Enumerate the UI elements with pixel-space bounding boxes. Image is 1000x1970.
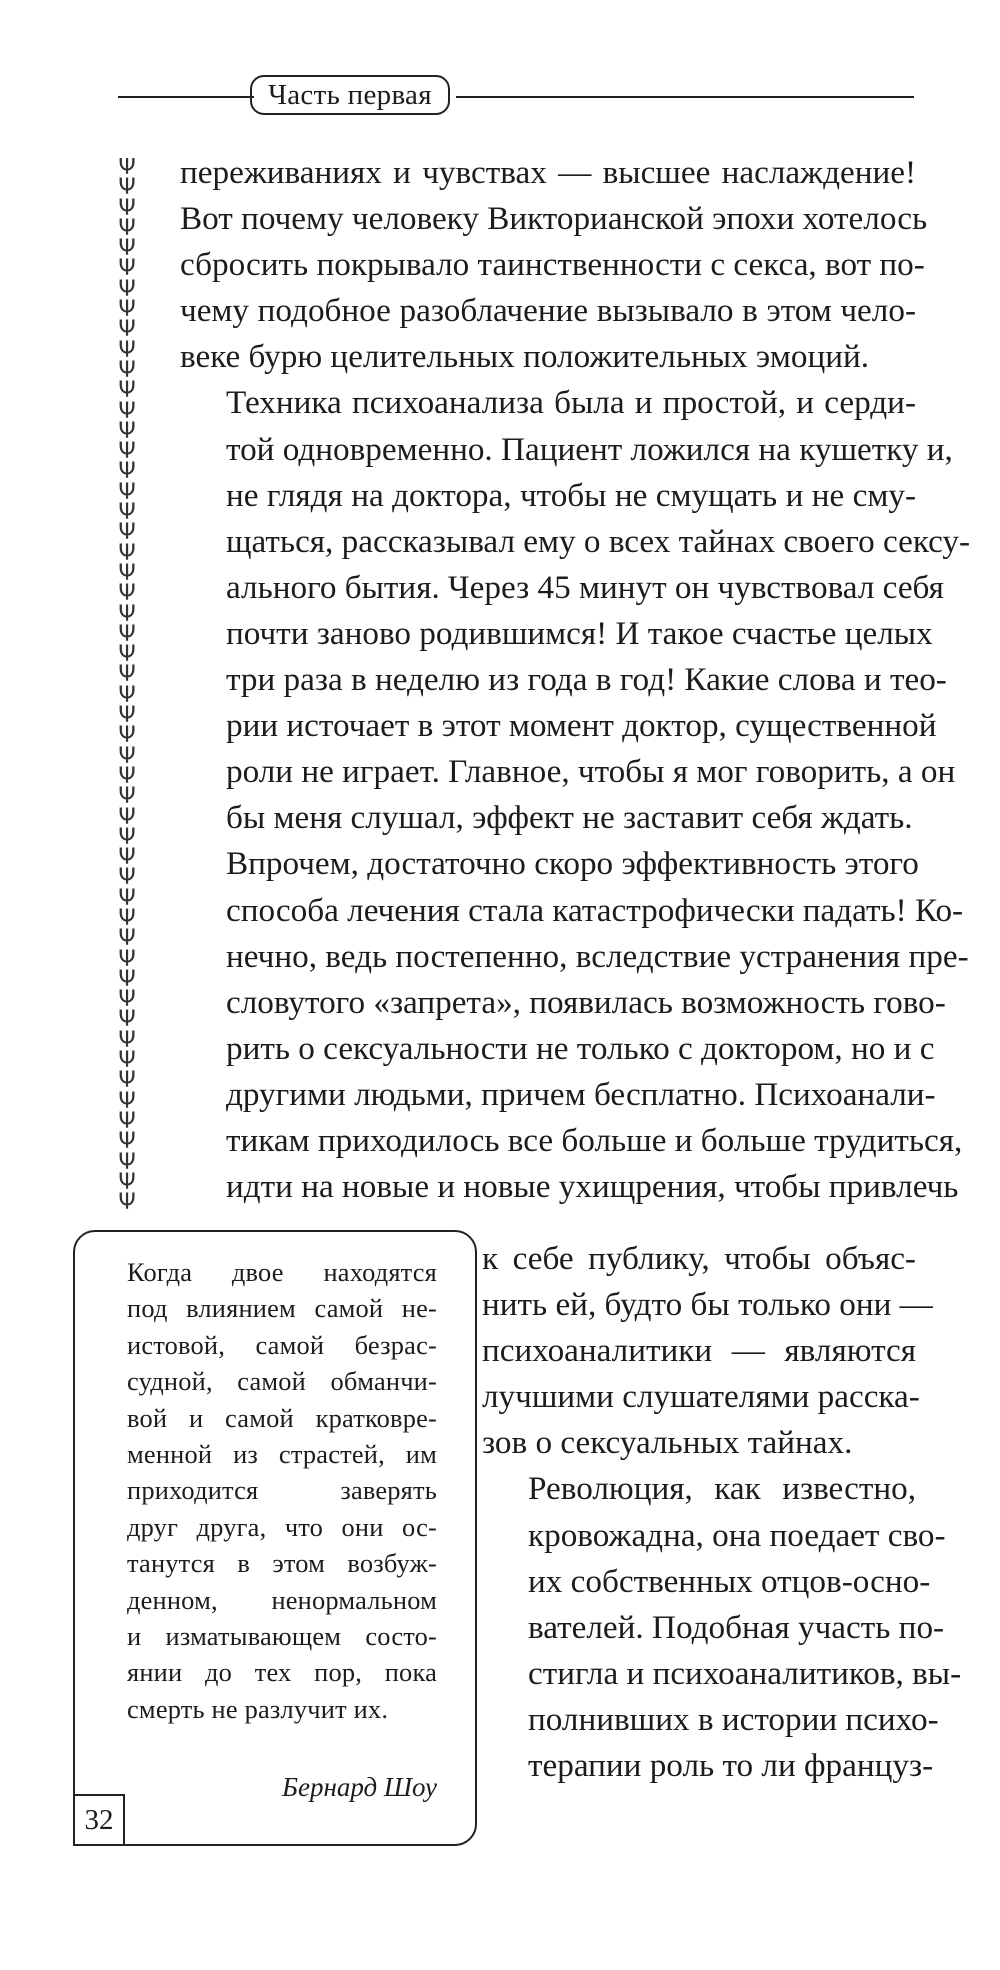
- paragraph: [482, 1466, 962, 1789]
- quote-line: смерть не разлучит их.: [127, 1693, 389, 1724]
- ornament-glyph: Ψ: [118, 845, 136, 871]
- ornament-glyph: Ψ: [118, 560, 136, 586]
- text-line: Вот почему человеку Викторианской эпохи хотелось: [180, 200, 928, 238]
- text-line: чему подобное разоблачение вызывало в этом чело-: [180, 292, 916, 330]
- ornament-glyph: Ψ: [118, 398, 136, 424]
- quote-line: вой и самой кратковре-: [127, 1402, 437, 1433]
- quote-line: под влиянием самой не-: [127, 1293, 437, 1324]
- text-line: психоаналитики — являются: [482, 1332, 916, 1370]
- header-rule-right: [456, 96, 914, 98]
- ornament-glyph: Ψ: [118, 621, 136, 647]
- ornament-glyph: Ψ: [118, 158, 136, 180]
- text-line: полнивших в истории психо-: [528, 1700, 939, 1738]
- quote-line: приходится заверять: [127, 1475, 437, 1506]
- text-line: стигла и психоаналитиков, вы-: [528, 1654, 962, 1692]
- text-line: вателей. Подобная участь по-: [528, 1608, 945, 1646]
- text-line: почти заново родившимся! И такое счастье целых: [226, 614, 933, 652]
- quote-author: Бернард Шоу: [282, 1772, 437, 1802]
- header-title: Часть первая: [250, 75, 450, 115]
- quote-line: менной из страстей, им: [127, 1439, 437, 1470]
- text-line: рии источает в этот момент доктор, существенной: [226, 707, 937, 745]
- quote-line: янии до тех пор, пока: [127, 1657, 437, 1688]
- text-line: другими людьми, причем бесплатно. Психоанали-: [226, 1075, 936, 1113]
- ornament-glyph: Ψ: [118, 1088, 136, 1114]
- ornament-glyph: Ψ: [118, 885, 136, 911]
- ornament-glyph: Ψ: [118, 642, 136, 668]
- ornament-glyph: Ψ: [118, 439, 136, 465]
- text-line: идти на новые и новые ухищрения, чтобы привлечь: [226, 1168, 959, 1206]
- text-line: Техника психоанализа была и простой, и серди-: [226, 384, 916, 422]
- running-header: [0, 0, 1000, 140]
- text-line: кровожадна, она поедает сво-: [528, 1516, 946, 1554]
- quote-line: денном, ненормальном: [127, 1584, 437, 1615]
- text-line: бы меня слушал, эффект не заставит себя ждать.: [226, 799, 913, 837]
- ornament-glyph: Ψ: [118, 865, 136, 891]
- ornament-glyph: Ψ: [118, 966, 136, 992]
- text-line: лучшими слушателями расска-: [482, 1378, 920, 1416]
- quote-line: истовой, самой безрас-: [127, 1329, 437, 1360]
- ornament-glyph: Ψ: [118, 297, 136, 323]
- text-line: нечно, ведь постепенно, вследствие устранения пре-: [226, 937, 969, 975]
- ornament-glyph: Ψ: [118, 601, 136, 627]
- ornament-glyph: Ψ: [118, 520, 136, 546]
- ornament-glyph: Ψ: [118, 905, 136, 931]
- epigraph-quote-box: [73, 1230, 477, 1846]
- quote-line: судной, самой обманчи-: [127, 1366, 437, 1397]
- ornament-glyph: Ψ: [118, 236, 136, 262]
- text-line: роли не играет. Главное, чтобы я мог говорить, а он: [226, 753, 956, 791]
- text-line: терапии роль то ли француз-: [528, 1747, 934, 1785]
- quote-line: друг друга, что они ос-: [127, 1511, 437, 1542]
- ornament-glyph: Ψ: [118, 703, 136, 729]
- paragraph: [180, 841, 969, 1210]
- ornament-glyph: Ψ: [118, 195, 136, 221]
- ornament-glyph: Ψ: [118, 581, 136, 607]
- ornament-glyph: Ψ: [118, 1190, 136, 1216]
- ornament-glyph: Ψ: [118, 723, 136, 749]
- ornament-glyph: Ψ: [118, 1149, 136, 1175]
- text-line: веке бурю целительных положительных эмоций.: [180, 338, 870, 376]
- text-line: щаться, рассказывал ему о всех тайнах своего сексу-: [226, 522, 971, 560]
- ornament-glyph: Ψ: [118, 337, 136, 363]
- ornament-glyph: Ψ: [118, 500, 136, 526]
- quote-text: [127, 1254, 437, 1727]
- body-text-beside-quote: [482, 1236, 962, 1789]
- text-line: нить ей, будто бы только они —: [482, 1286, 933, 1324]
- text-line: зов о сексуальных тайнах.: [482, 1424, 853, 1462]
- ornament-glyph: Ψ: [118, 662, 136, 688]
- paragraph: [180, 380, 971, 841]
- paragraph: [180, 150, 928, 380]
- ornament-glyph: Ψ: [118, 1027, 136, 1053]
- ornament-glyph: Ψ: [118, 1007, 136, 1033]
- ornament-glyph: Ψ: [118, 926, 136, 952]
- ornament-glyph: Ψ: [118, 763, 136, 789]
- page-number: 32: [73, 1794, 125, 1846]
- ornament-glyph: Ψ: [118, 459, 136, 485]
- quote-line: Когда двое находятся: [127, 1257, 437, 1287]
- ornament-glyph: Ψ: [118, 1048, 136, 1074]
- ornament-glyph: Ψ: [118, 317, 136, 343]
- text-line: той одновременно. Пациент ложился на кушетку и,: [226, 430, 953, 468]
- decorative-ornament-border: [113, 158, 141, 1216]
- text-line: три раза в неделю из года в год! Какие слова и тео-: [226, 661, 947, 699]
- text-line: ального бытия. Через 45 минут он чувствовал себя: [226, 568, 944, 606]
- text-line: не глядя на доктора, чтобы не смущать и не сму-: [226, 476, 916, 514]
- ornament-glyph: Ψ: [118, 824, 136, 850]
- ornament-glyph: Ψ: [118, 175, 136, 201]
- text-line: Впрочем, достаточно скоро эффективность этого: [226, 845, 919, 883]
- ornament-glyph: Ψ: [118, 784, 136, 810]
- ornament-glyph: Ψ: [118, 418, 136, 444]
- text-line: сбросить покрывало таинственности с секса, вот по-: [180, 246, 925, 284]
- ornament-glyph: Ψ: [118, 215, 136, 241]
- ornament-glyph: Ψ: [118, 804, 136, 830]
- header-rule-left: [118, 96, 254, 98]
- ornament-glyph: Ψ: [118, 1129, 136, 1155]
- ornament-glyph: Ψ: [118, 276, 136, 302]
- ornament-glyph: Ψ: [118, 256, 136, 282]
- ornament-glyph: Ψ: [118, 357, 136, 383]
- ornament-glyph: Ψ: [118, 540, 136, 566]
- text-line: их собственных отцов-осно-: [528, 1562, 931, 1600]
- ornament-glyph: Ψ: [118, 1169, 136, 1195]
- text-line: тикам приходилось все больше и больше трудиться,: [226, 1121, 963, 1159]
- text-line: Революция, как известно,: [528, 1470, 916, 1508]
- main-body-text: [180, 150, 971, 1210]
- ornament-glyph: Ψ: [118, 682, 136, 708]
- text-line: переживаниях и чувствах — высшее наслаждение!: [180, 154, 916, 191]
- text-line: к себе публику, чтобы объяс-: [482, 1240, 916, 1277]
- text-line: словутого «запрета», появилась возможность гово-: [226, 983, 946, 1021]
- ornament-glyph: Ψ: [118, 479, 136, 505]
- ornament-glyph: Ψ: [118, 743, 136, 769]
- ornament-glyph: Ψ: [118, 946, 136, 972]
- ornament-glyph: Ψ: [118, 987, 136, 1013]
- paragraph: [482, 1236, 933, 1466]
- text-line: способа лечения стала катастрофически падать! Ко-: [226, 891, 964, 929]
- quote-line: и изматывающем состо-: [127, 1621, 437, 1652]
- ornament-glyph: Ψ: [118, 1108, 136, 1134]
- ornament-glyph: Ψ: [118, 1068, 136, 1094]
- quote-line: танутся в этом возбуж-: [127, 1548, 437, 1579]
- ornament-glyph: Ψ: [118, 378, 136, 404]
- text-line: рить о сексуальности не только с доктором, но и с: [226, 1029, 935, 1067]
